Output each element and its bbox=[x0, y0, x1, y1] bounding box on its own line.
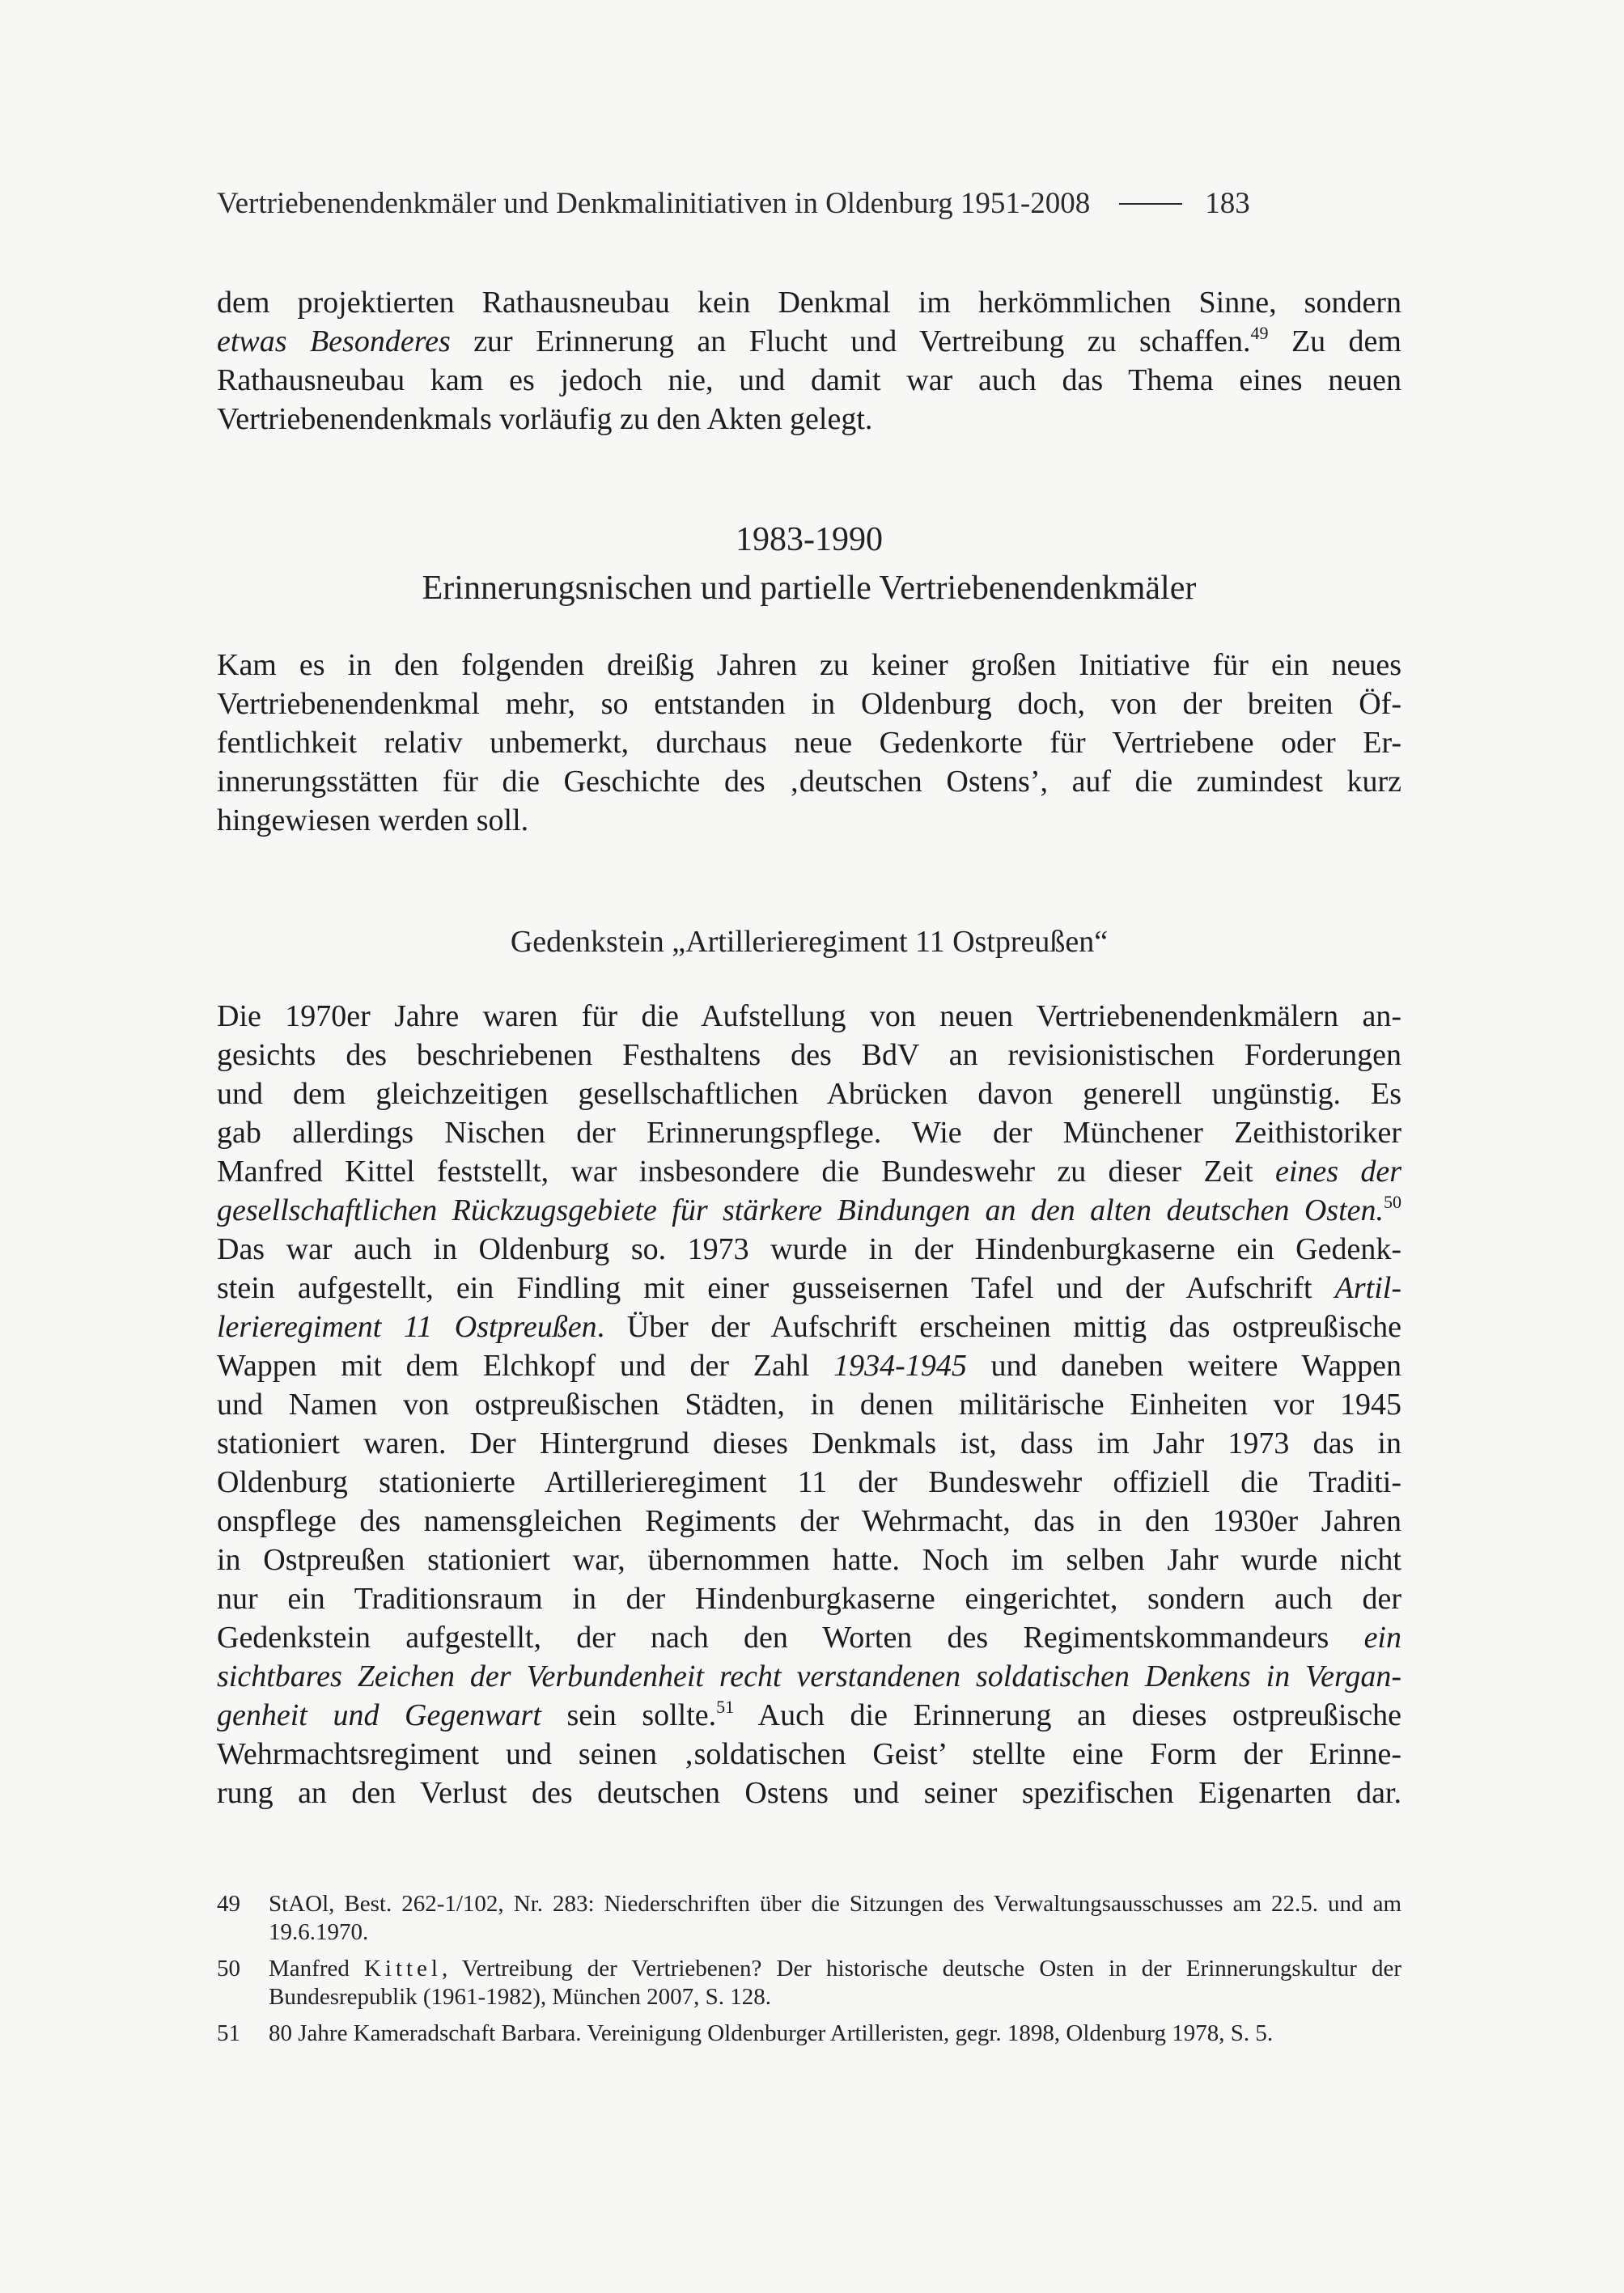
section-title: Erinnerungsnischen und partielle Vertriebenendenkmäler bbox=[422, 570, 1197, 607]
text-span: Manfred Kittel feststellt, war insbesondere die Bundeswehr zu dieser Zeit bbox=[217, 1155, 1275, 1189]
footnote-ref-49: 49 bbox=[1250, 323, 1269, 343]
text-line bbox=[217, 1308, 1401, 1346]
text-span: . Über der Aufschrift erscheinen mittig das ostpreußische bbox=[596, 1310, 1401, 1344]
text-line: Vertriebenendenkmals vorläufig zu den Akten gelegt. bbox=[217, 402, 873, 436]
text-line: stationiert waren. Der Hintergrund dieses Denkmals ist, dass im Jahr 1973 das in bbox=[217, 1426, 1401, 1460]
text-line: hingewiesen werden soll. bbox=[217, 803, 529, 837]
footnote-ref-51: 51 bbox=[716, 1697, 735, 1717]
text-line bbox=[217, 322, 1401, 361]
text-line: und Namen von ostpreußischen Städten, in denen militärische Einheiten vor 1945 bbox=[217, 1388, 1401, 1422]
text-span: Gedenkstein aufgestellt, der nach den Worten des Regimentskommandeurs bbox=[217, 1621, 1364, 1655]
italic-text: genheit und Gegenwart bbox=[217, 1698, 541, 1732]
text-line bbox=[217, 1191, 1401, 1230]
paragraph-2 bbox=[217, 646, 1401, 840]
section-years: 1983-1990 bbox=[736, 521, 883, 558]
text-span: Wappen mit dem Elchkopf und der Zahl bbox=[217, 1349, 834, 1383]
footnote-text: StAOl, Best. 262-1/102, Nr. 283: Niederschriften über die Sitzungen des Verwaltungsausschusses am 22.5. und am 19.6.1970. bbox=[269, 1891, 1401, 1945]
text-span: zur Erinnerung an Flucht und Vertreibung zu schaffen. bbox=[450, 324, 1251, 358]
text-line: Oldenburg stationierte Artillerieregiment 11 der Bundeswehr offiziell die Traditi- bbox=[217, 1465, 1401, 1499]
author-last-name: Kittel bbox=[363, 1956, 442, 1981]
running-head-title: Vertriebenendenkmäler und Denkmalinitiativen in Oldenburg 1951-2008 bbox=[217, 187, 1091, 220]
text-line: und dem gleichzeitigen gesellschaftlichen Abrücken davon generell ungünstig. Es bbox=[217, 1077, 1401, 1111]
text-line bbox=[217, 1346, 1401, 1385]
text-span: Auch die Erinnerung an dieses ostpreußische bbox=[734, 1698, 1401, 1732]
footnote-rest: , Vertreibung der Vertriebenen? Der historische deutsche Osten in der Erinnerungskultur der Bundesrepublik (1961-1982), München 2007, S. 128. bbox=[269, 1956, 1401, 2010]
text-line bbox=[217, 1152, 1401, 1191]
footnote-text: 80 Jahre Kameradschaft Barbara. Vereinigung Oldenburger Artilleristen, gegr. 1898, Oldenburg 1978, S. 5. bbox=[269, 2020, 1274, 2046]
text-span: sein sollte. bbox=[541, 1698, 717, 1732]
footnote-ref-50: 50 bbox=[1384, 1192, 1401, 1212]
text-line bbox=[217, 1696, 1401, 1735]
footnote-text bbox=[269, 1955, 1401, 2011]
text-line: Die 1970er Jahre waren für die Aufstellung von neuen Vertriebenendenkmälern an- bbox=[217, 999, 1401, 1033]
text-line: nur ein Traditionsraum in der Hindenburgkaserne eingerichtet, sondern auch der bbox=[217, 1582, 1401, 1616]
footnote-number: 49 bbox=[217, 1891, 240, 1917]
subsection-title: Gedenkstein „Artillerieregiment 11 Ostpreußen“ bbox=[510, 925, 1109, 959]
footnote-50 bbox=[217, 1955, 1401, 2011]
text-line: fentlichkeit relativ unbemerkt, durchaus neue Gedenkorte für Vertriebene oder Er- bbox=[217, 726, 1401, 760]
italic-text: etwas Besonderes bbox=[217, 324, 451, 358]
text-line: innerungsstätten für die Geschichte des ‚deutschen Ostens’, auf die zumindest kurz bbox=[217, 765, 1401, 799]
footnotes bbox=[217, 1890, 1401, 2056]
page-number: 183 bbox=[1205, 187, 1250, 220]
author-first-name: Manfred bbox=[269, 1956, 364, 1981]
italic-text: Artil- bbox=[1334, 1271, 1401, 1305]
italic-text: lerieregiment 11 Ostpreußen bbox=[217, 1310, 597, 1344]
running-head bbox=[217, 184, 1406, 223]
text-line bbox=[217, 1657, 1401, 1696]
text-line: Rathausneubau kam es jedoch nie, und damit war auch das Thema eines neuen bbox=[217, 363, 1401, 397]
text-line: gesichts des beschriebenen Festhaltens des BdV an revisionistischen Forderungen bbox=[217, 1038, 1401, 1072]
italic-text: ein bbox=[1363, 1621, 1401, 1655]
italic-text: eines der bbox=[1274, 1155, 1401, 1189]
running-head-rule bbox=[1119, 203, 1182, 205]
text-line: in Ostpreußen stationiert war, übernommen hatte. Noch im selben Jahr wurde nicht bbox=[217, 1543, 1401, 1577]
text-line: rung an den Verlust des deutschen Ostens und seiner spezifischen Eigenarten dar. bbox=[217, 1776, 1401, 1810]
italic-text: gesellschaftlichen Rückzugsgebiete für stärkere Bindungen an den alten deutschen Osten. bbox=[217, 1193, 1384, 1227]
text-line: Das war auch in Oldenburg so. 1973 wurde in der Hindenburgkaserne ein Gedenk- bbox=[217, 1232, 1401, 1266]
footnote-number: 50 bbox=[217, 1956, 240, 1981]
text-line bbox=[217, 1269, 1401, 1308]
text-line: Kam es in den folgenden dreißig Jahren zu keiner großen Initiative für ein neues bbox=[217, 648, 1401, 682]
text-line: dem projektierten Rathausneubau kein Denkmal im herkömmlichen Sinne, sondern bbox=[217, 286, 1401, 320]
paragraph-3 bbox=[217, 997, 1401, 1812]
italic-text: 1934-1945 bbox=[833, 1349, 967, 1383]
text-line: gab allerdings Nischen der Erinnerungspflege. Wie der Münchener Zeithistoriker bbox=[217, 1116, 1401, 1150]
text-line: onspflege des namensgleichen Regiments der Wehrmacht, das in den 1930er Jahren bbox=[217, 1504, 1401, 1538]
text-span: stein aufgestellt, ein Findling mit einer gusseisernen Tafel und der Aufschrift bbox=[217, 1271, 1335, 1305]
italic-text: sichtbares Zeichen der Verbundenheit recht verstandenen soldatischen Denkens in Vergan- bbox=[217, 1659, 1401, 1693]
paragraph-1 bbox=[217, 283, 1401, 439]
text-line: Vertriebenendenkmal mehr, so entstanden in Oldenburg doch, von der breiten Öf- bbox=[217, 687, 1401, 721]
text-line bbox=[217, 1618, 1401, 1657]
text-span: Zu dem bbox=[1268, 324, 1401, 358]
footnote-49 bbox=[217, 1890, 1401, 1947]
footnote-51 bbox=[217, 2020, 1401, 2048]
text-span: und daneben weitere Wappen bbox=[966, 1349, 1401, 1383]
text-line: Wehrmachtsregiment und seinen ‚soldatischen Geist’ stellte eine Form der Erinne- bbox=[217, 1737, 1401, 1771]
footnote-number: 51 bbox=[217, 2020, 240, 2046]
